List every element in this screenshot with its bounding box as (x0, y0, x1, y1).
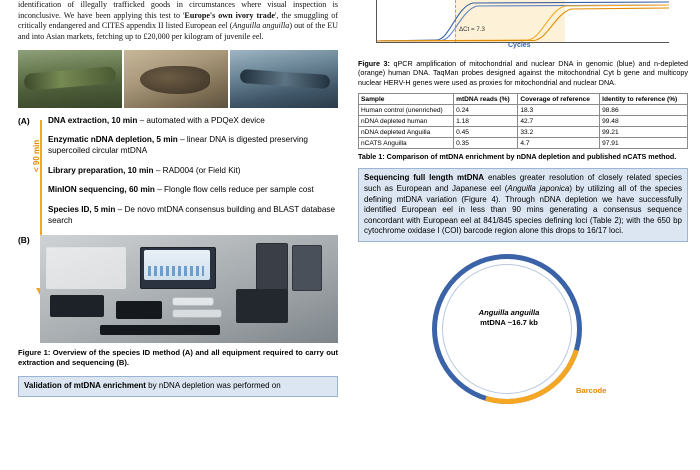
panel-b (18, 235, 338, 343)
validation-callout: Validation of mtDNA enrichment by nDNA depletion was performed on (18, 376, 338, 397)
photo-case-2 (116, 301, 162, 319)
mtdna-inner-ring (442, 264, 572, 394)
figure3-caption-label: Figure 3: (358, 59, 390, 68)
sequencing-callout: Sequencing full length mtDNA enables greater resolution of closely related species such as European and Japanese eel (Anguilla japonica) by utilizing all of the species defining mtDNA variation (Figure 4). Through nDNA depletion we have successfully identified European eel in less than 90 mins generating a consensus sequence concordant with European eel at 841/845 species defining loci (Table 2); with the 650 bp cytochrome oxidase I (COI) barcode region alone this drops to 16/17 loci. (358, 168, 688, 241)
workflow-step (48, 135, 338, 156)
step-title: DNA extraction, 10 min (48, 115, 138, 125)
col-header-sample: Sample (359, 94, 454, 105)
cell-mtdna-reads: 0.35 (454, 138, 518, 149)
figure4-mtdna-circle (358, 250, 688, 400)
sequencing-lead: Sequencing full length mtDNA (364, 173, 485, 183)
cell-sample: nCATS Anguilla (359, 138, 454, 149)
figure3-delta-ct-label: ΔCt = 7.3 (459, 26, 485, 33)
intro-paragraph: identification of illegally trafficked goods in circumstances where visual inspection is inconclusive. We have been applying this test to 'Europe's own ivory trade', the smuggling of critically endangered and CITES appendix II listed European eel (Anguilla anguilla) out of the EU and into Asian markets, fetching up to £20,000 per kilogram of juvenile eel. (18, 0, 339, 42)
photo-case-3 (236, 289, 288, 323)
photo-minion-device (256, 243, 288, 291)
step-title: Library preparation, 10 min (48, 165, 154, 175)
photo-laptop-screen (144, 250, 210, 280)
arrow-time-label: < 90 min (32, 139, 41, 172)
step-title: Species ID, 5 min (48, 204, 116, 214)
workflow-step (48, 166, 338, 177)
col-header-coverage: Coverage of reference (518, 94, 600, 105)
photo-foreground-tool (100, 325, 220, 335)
equipment-photo (40, 235, 338, 343)
step-detail: – automated with a PDQeX device (137, 115, 265, 125)
cell-sample: nDNA depleted human (359, 116, 454, 127)
figure1-caption: Figure 1: Overview of the species ID method (A) and all equipment required to carry out extraction and sequencing (B). (18, 348, 338, 368)
table-row (359, 116, 688, 127)
cell-identity: 99.48 (600, 116, 688, 127)
photo-case-1 (50, 295, 104, 317)
panel-a-label: (A) (18, 115, 30, 126)
workflow-step (48, 205, 338, 226)
mtdna-size: mtDNA ~16.7 kb (480, 317, 538, 327)
cell-coverage: 4.7 (518, 138, 600, 149)
figure3-x-axis-label: Cycles (508, 42, 531, 49)
figure3-caption-text: qPCR amplification of mitochondrial and nuclear DNA in genomic (blue) and n-depleted (orange) human DNA. TaqMan probes designed against the mitochondrial Cyt b gene and multicopy nuclear HERV-H genes were used as proxies for mitochondrial and nuclear DNA. (358, 59, 688, 87)
step-detail: – De novo mtDNA consensus building and BLAST database search (48, 204, 336, 225)
cell-coverage: 18.3 (518, 105, 600, 116)
photo-eel-field (18, 50, 122, 108)
validation-lead: Validation of mtDNA enrichment (24, 381, 146, 390)
figure3-axes (376, 0, 669, 43)
cell-identity: 97.91 (600, 138, 688, 149)
cell-identity: 98.86 (600, 105, 688, 116)
cell-identity: 99.21 (600, 127, 688, 138)
step-detail: – Flongle flow cells reduce per sample cost (154, 185, 314, 195)
cell-mtdna-reads: 1.18 (454, 116, 518, 127)
workflow-step (48, 116, 338, 127)
figure3-caption (358, 59, 688, 87)
cell-coverage: 42.7 (518, 116, 600, 127)
photo-device-2 (292, 245, 322, 291)
barcode-label: Barcode (576, 385, 607, 395)
photo-eel-hand (124, 50, 228, 108)
step-title: Enzymatic nDNA depletion, 5 min (48, 135, 178, 145)
eel-photo-strip (18, 50, 338, 108)
step-title: MinION sequencing, 60 min (48, 185, 155, 195)
figure3-curves (377, 0, 669, 42)
photo-tray (46, 247, 126, 289)
col-header-identity: Identity to reference (%) (600, 94, 688, 105)
workflow-step (48, 185, 338, 196)
table1 (358, 93, 688, 149)
photo-eel-water (230, 50, 338, 108)
cell-coverage: 33.2 (518, 127, 600, 138)
table-row (359, 105, 688, 116)
cell-sample: nDNA depleted Anguilla (359, 127, 454, 138)
cell-mtdna-reads: 0.45 (454, 127, 518, 138)
cell-sample: Human control (unenriched) (359, 105, 454, 116)
table-row (359, 138, 688, 149)
panel-b-label: (B) (18, 235, 30, 246)
photo-tube-1 (172, 297, 214, 306)
table-row (359, 127, 688, 138)
species-name: Anguilla anguilla (478, 307, 540, 317)
step-detail: – RAD004 (or Field Kit) (153, 165, 241, 175)
workflow-steps (48, 116, 338, 227)
figure3-plot (358, 0, 688, 57)
mtdna-circle-label (454, 308, 564, 328)
photo-tube-2 (172, 309, 222, 318)
panel-a (18, 116, 338, 227)
right-column (358, 0, 688, 400)
col-header-mtdna-reads: mtDNA reads (%) (454, 94, 518, 105)
left-column (18, 0, 338, 397)
cell-mtdna-reads: 0.24 (454, 105, 518, 116)
step-detail: – linear DNA is digested preserving supercoiled circular mtDNA (48, 135, 308, 155)
table1-caption: Table 1: Comparison of mtDNA enrichment by nDNA depletion and published nCATS method. (358, 152, 677, 162)
table-header-row (359, 94, 688, 105)
